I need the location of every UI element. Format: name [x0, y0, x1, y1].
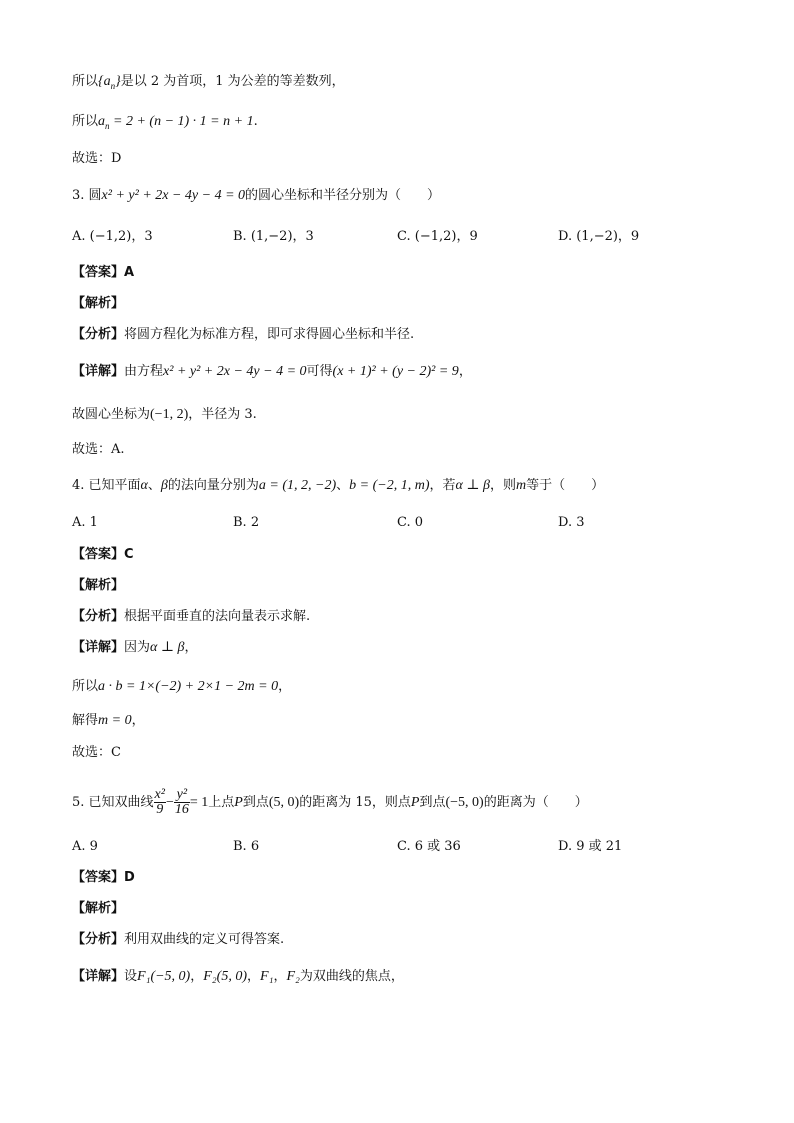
option-b: B. (1,−2)，3 [233, 229, 314, 244]
sequence-symbol: $\{a_n\}$ [98, 74, 121, 91]
center-line: 故圆心坐标为(−1, 2)，半径为 3. [72, 407, 257, 422]
option-a: A. 9 [72, 839, 98, 854]
option-b: B. 2 [233, 515, 260, 530]
option-c: C. (−1,2)，9 [397, 229, 478, 244]
analysis-label: 【解析】 [72, 296, 125, 311]
line-sequence [72, 72, 345, 96]
xiangjie-label: 【详解】 [72, 640, 125, 655]
fenxi-label: 【分析】 [72, 327, 125, 342]
analysis-label: 【解析】 [72, 578, 125, 593]
xiangjie-label: 【详解】 [72, 969, 125, 984]
option-d: D. 9 或 21 [558, 839, 623, 854]
text: 是以 2 为首项，1 为公差的等差数列， [120, 74, 345, 89]
equation: x² + y² + 2x − 4y − 4 = 0 [101, 188, 246, 203]
text: 所以 [72, 114, 99, 129]
formula: $a_n = 2 + (n - 1) \cdot 1 = n + 1$ [98, 114, 254, 131]
line-formula [72, 112, 258, 136]
question-5-stem: 5. 已知双曲线 $\frac{\text{x²}}{9}$ − $\frac{\text{y²}}{16}$ = 1上点P到点(5, 0)的距离为 15，则点P到点(−5, 0)的距离为（ ） [72, 787, 588, 817]
fenxi-line: 【分析】将圆方程化为标准方程，即可求得圆心坐标和半径. [72, 327, 415, 342]
option-a: A. 1 [72, 515, 98, 530]
option-d: D. 3 [558, 515, 585, 530]
answer-label: 【答案】C [72, 547, 134, 562]
dot-product-line: 所以a · b = 1×(−2) + 2×1 − 2m = 0， [72, 679, 292, 694]
question-3-stem: 3. 圆x² + y² + 2x − 4y − 4 = 0的圆心坐标和半径分别为（ ） [72, 188, 441, 203]
fraction-x: $\frac{\text{x²}}{9}$ [154, 787, 165, 817]
fenxi-line: 【分析】利用双曲线的定义可得答案. [72, 932, 285, 947]
line-choice: 故选：D [72, 151, 122, 166]
text: . [253, 114, 258, 129]
xiangjie-line: 【详解】因为α ⊥ β， [72, 640, 198, 655]
xiangjie-line: 【详解】设F₁(−5, 0)，F₂(5, 0)，F₁，F₂为双曲线的焦点， [72, 969, 404, 984]
option-c: C. 0 [397, 515, 424, 530]
fenxi-label: 【分析】 [72, 932, 125, 947]
option-a: A. (−1,2)，3 [72, 229, 153, 244]
solve-line: 解得m = 0， [72, 713, 145, 728]
choice-line: 故选：C [72, 745, 121, 760]
xiangjie-line: 【详解】由方程x² + y² + 2x − 4y − 4 = 0可得(x + 1)² + (y − 2)² = 9， [72, 364, 472, 379]
option-b: B. 6 [233, 839, 260, 854]
fraction-y: $\frac{\text{y²}}{16}$ [174, 787, 189, 817]
option-d: D. (1,−2)，9 [558, 229, 640, 244]
fenxi-label: 【分析】 [72, 609, 125, 624]
fenxi-line: 【分析】根据平面垂直的法向量表示求解. [72, 609, 311, 624]
analysis-label: 【解析】 [72, 901, 125, 916]
option-c: C. 6 或 36 [397, 839, 461, 854]
question-4-stem: 4. 已知平面α、β的法向量分别为a = (1, 2, −2)、b = (−2, 1, m)，若α ⊥ β，则m等于（ ） [72, 478, 605, 493]
choice-line: 故选：A. [72, 442, 125, 457]
answer-label: 【答案】A [72, 265, 135, 280]
answer-label: 【答案】D [72, 870, 135, 885]
text: 所以 [72, 74, 99, 89]
xiangjie-label: 【详解】 [72, 364, 125, 379]
